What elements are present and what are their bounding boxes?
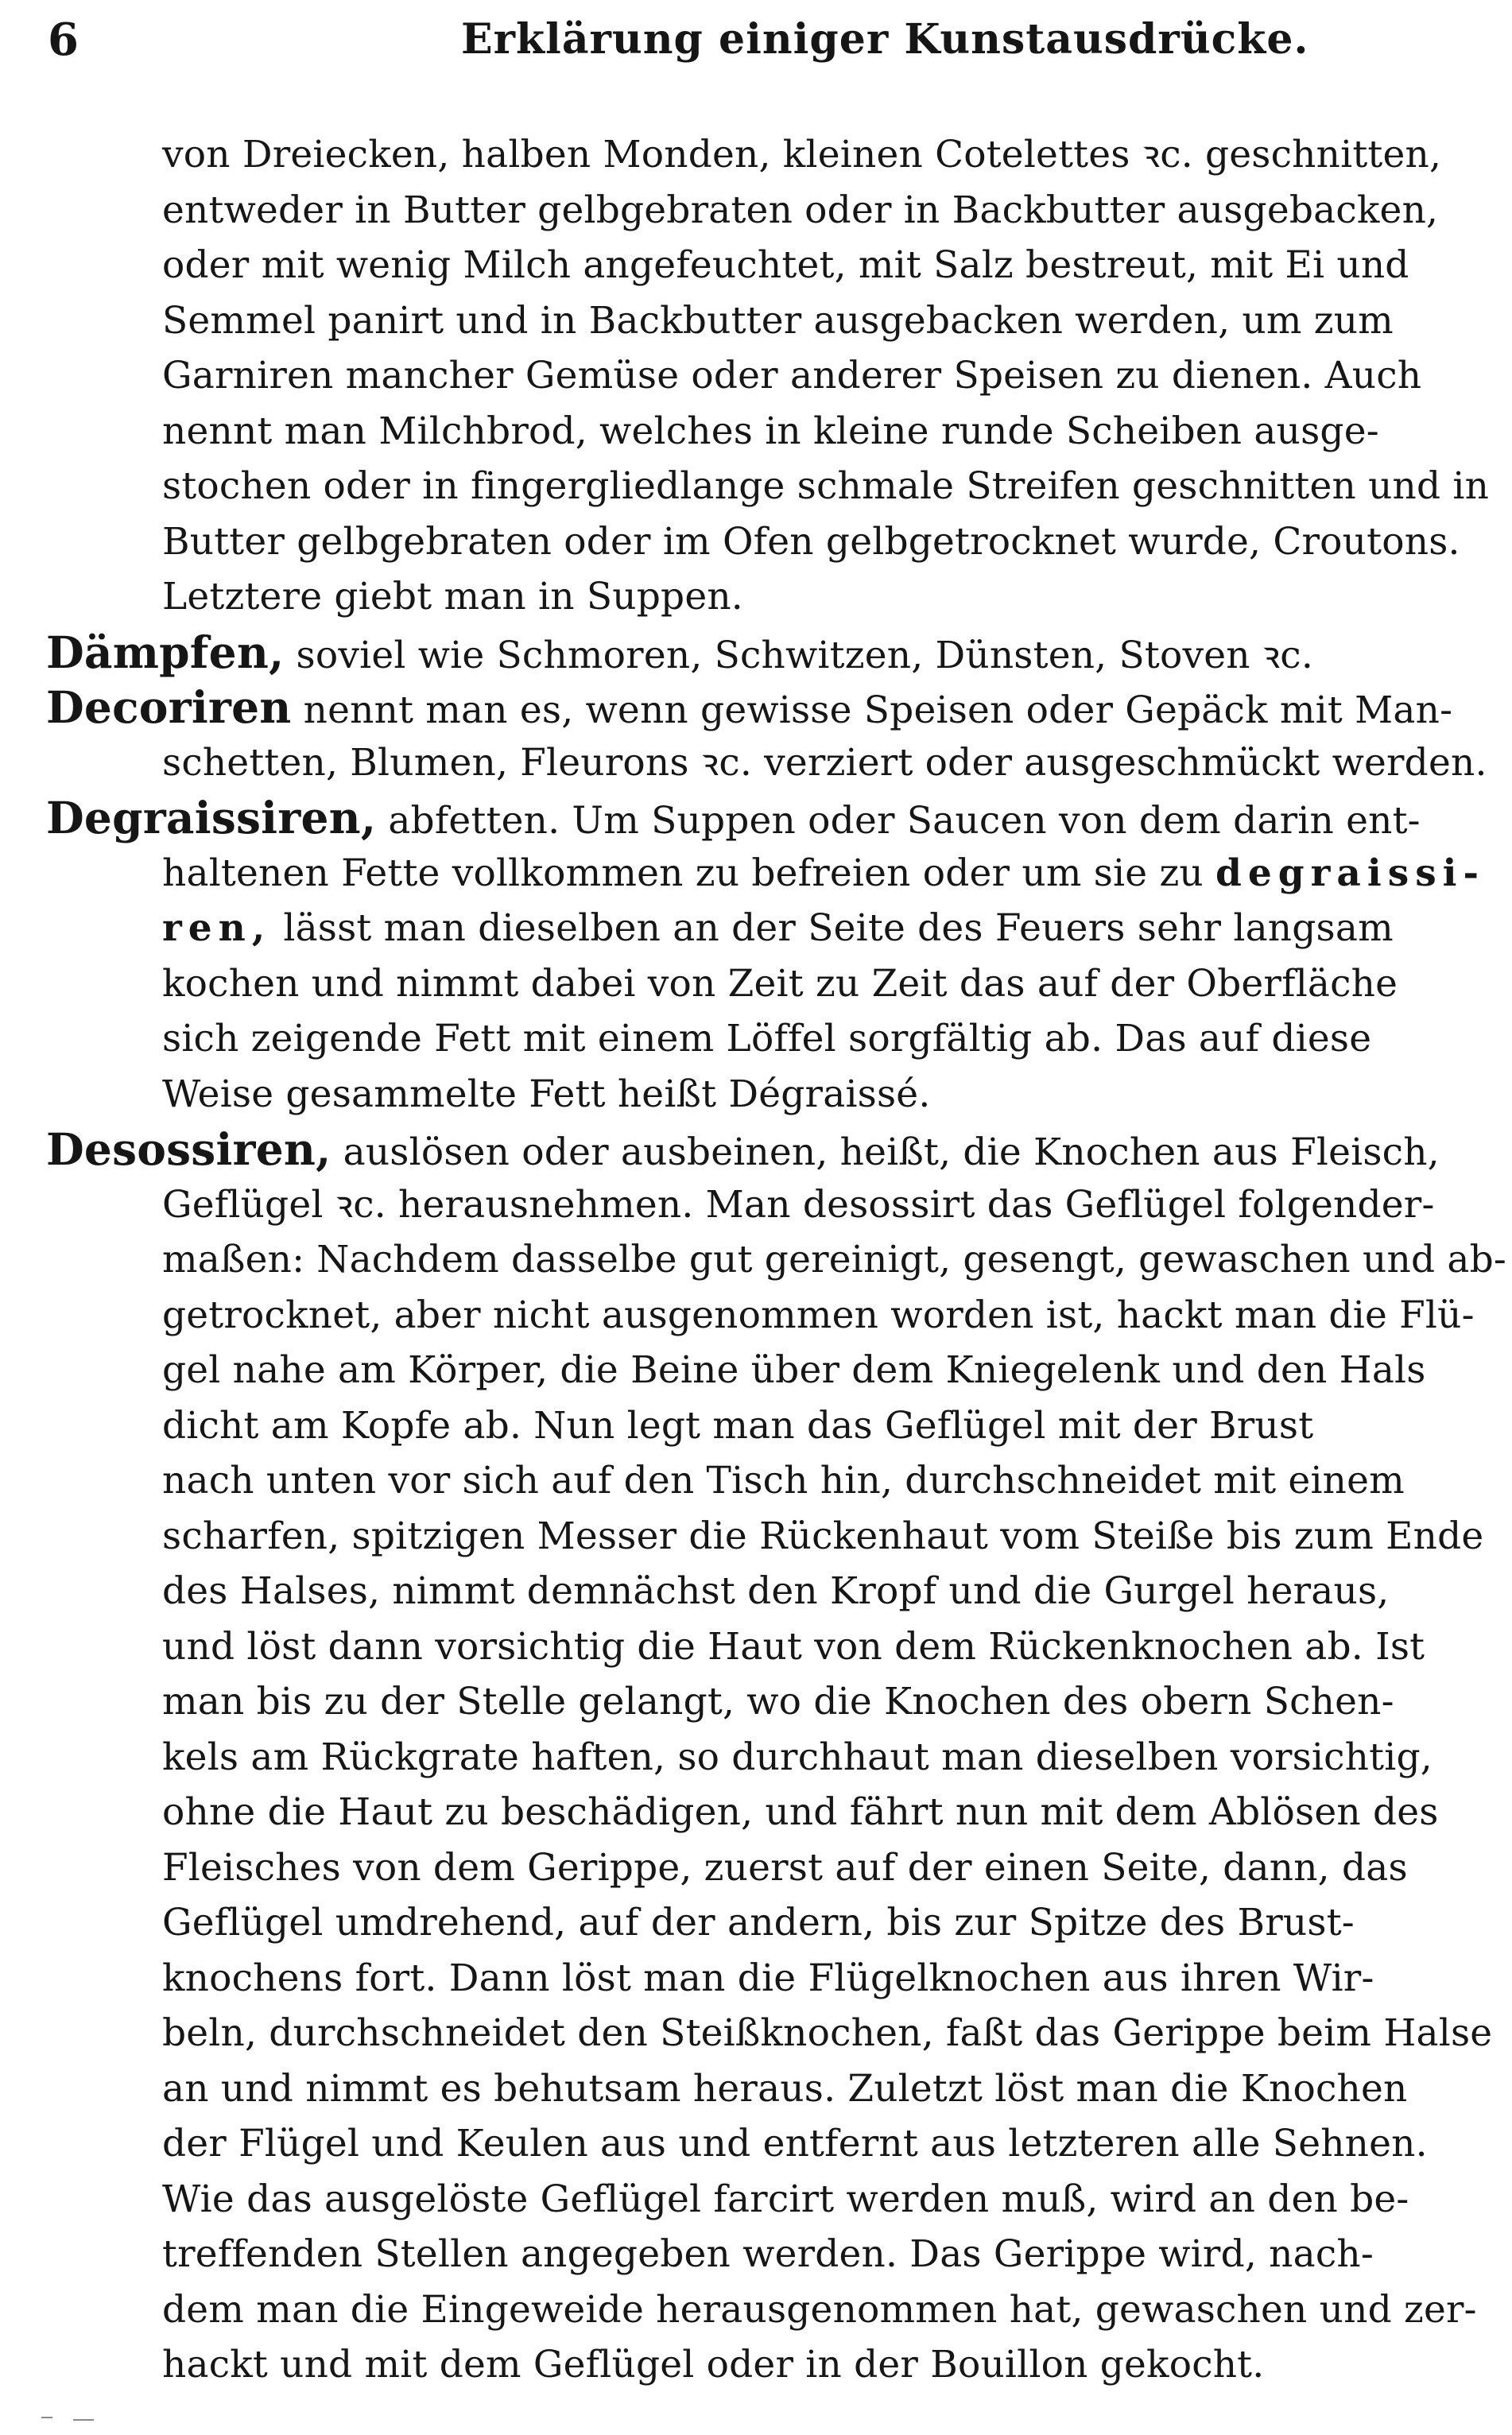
text-line: der Flügel und Keulen aus und entfernt aus letzteren alle Sehnen.	[162, 2122, 1428, 2166]
text-line	[46, 846, 1486, 901]
text-line: schetten, Blumen, Fleurons ꝛc. verziert oder ausgeschmückt werden.	[162, 740, 1487, 785]
text-line: entweder in Butter gelbgebraten oder in Backbutter ausgebacken,	[162, 188, 1439, 232]
text-line: Letztere giebt man in Suppen.	[162, 575, 743, 618]
text-line: stochen oder in fingergliedlange schmale Streifen geschnitten und in	[162, 464, 1490, 508]
headword-degraissiren: Degraissiren,	[46, 792, 377, 843]
emphasis-ren: ren,	[162, 906, 272, 950]
line-text: lässt man dieselben an der Seite des Feuers sehr langsam	[283, 906, 1394, 950]
headword-decoriren: Decoriren	[46, 681, 292, 733]
entry-decoriren	[46, 680, 1469, 735]
text-line: maßen: Nachdem dasselbe gut gereinigt, gesengt, gewaschen und ab-	[162, 1238, 1506, 1281]
entry-daempfen	[46, 625, 1469, 680]
text-line: scharfen, spitzigen Messer die Rückenhaut vom Steiße bis zum Ende	[162, 1514, 1484, 1558]
headword-desossiren: Desossiren,	[46, 1123, 331, 1175]
text-line: man bis zu der Stelle gelangt, wo die Knochen des obern Schen-	[162, 1680, 1394, 1723]
text-line: Geflügel umdrehend, auf der andern, bis zur Spitze des Brust-	[162, 1901, 1355, 1945]
entry-text: auslösen oder ausbeinen, heißt, die Knochen aus Fleisch,	[343, 1130, 1440, 1174]
text-line: treffenden Stellen angegeben werden. Das Gerippe wird, nach-	[162, 2232, 1374, 2276]
text-line: nach unten vor sich auf den Tisch hin, durchschneidet mit einem	[162, 1459, 1405, 1502]
page-number: 6	[48, 14, 79, 66]
text-line: hackt und mit dem Geflügel oder in der Bouillon gekocht.	[162, 2343, 1265, 2387]
text-line	[46, 901, 1469, 956]
text-line: Semmel panirt und in Backbutter ausgebacken werden, um zum	[162, 298, 1394, 343]
entry-desossiren	[46, 1122, 1469, 1177]
text-line: an und nimmt es behutsam heraus. Zuletzt löst man die Knochen	[162, 2066, 1408, 2111]
page-header	[48, 11, 1495, 68]
text-line: Geflügel ꝛc. herausnehmen. Man desossirt das Geflügel folgender-	[162, 1182, 1435, 1227]
text-line: dicht am Kopfe ab. Nun legt man das Geflügel mit der Brust	[162, 1403, 1314, 1448]
text-line: und löst dann vorsichtig die Haut von dem Rückenknochen ab. Ist	[162, 1624, 1425, 1669]
text-line: oder mit wenig Milch angefeuchtet, mit Salz bestreut, mit Ei und	[162, 243, 1409, 287]
text-line: Fleisches von dem Gerippe, zuerst auf der einen Seite, dann, das	[162, 1845, 1408, 1890]
entry-text: abfetten. Um Suppen oder Saucen von dem darin ent-	[388, 799, 1421, 843]
text-line: Weise gesammelte Fett heißt Dégraissé.	[162, 1072, 931, 1116]
text-line: getrocknet, aber nicht ausgenommen worden ist, hackt man die Flü-	[162, 1293, 1475, 1337]
headword-daempfen: Dämpfen,	[46, 626, 285, 678]
body-text	[46, 127, 1506, 2393]
text-line: des Halses, nimmt demnächst den Kropf und die Gurgel heraus,	[162, 1569, 1390, 1613]
text-line: sich zeigende Fett mit einem Löffel sorgfältig ab. Das auf diese	[162, 1017, 1372, 1060]
text-line: von Dreiecken, halben Monden, kleinen Cotelettes ꝛc. geschnitten,	[162, 133, 1442, 176]
text-line: knochens fort. Dann löst man die Flügelknochen aus ihren Wir-	[162, 1956, 1374, 2000]
running-title: Erklärung einiger Kunstausdrücke.	[461, 15, 1309, 64]
text-line: kels am Rückgrate haften, so durchhaut man dieselben vorsichtig,	[162, 1735, 1433, 1779]
emphasis-degraissiren: degraissi-	[1215, 851, 1486, 895]
scan-mark	[73, 2419, 94, 2421]
entry-degraissiren	[46, 790, 1469, 846]
text-line: gel nahe am Körper, die Beine über dem Kniegelenk und den Hals	[162, 1348, 1426, 1392]
line-text: haltenen Fette vollkommen zu befreien oder um sie zu	[162, 851, 1204, 895]
text-line: beln, durchschneidet den Steißknochen, faßt das Gerippe beim Halse	[162, 2011, 1493, 2055]
text-line: kochen und nimmt dabei von Zeit zu Zeit das auf der Oberfläche	[162, 961, 1398, 1006]
text-line: Wie das ausgelöste Geflügel farcirt werden muß, wird an den be-	[162, 2177, 1409, 2221]
text-line: nennt man Milchbrod, welches in kleine runde Scheiben ausge-	[162, 409, 1379, 453]
text-line: dem man die Eingeweide herausgenommen hat, gewaschen und zer-	[162, 2287, 1477, 2332]
text-line: ohne die Haut zu beschädigen, und fährt nun mit dem Ablösen des	[162, 1790, 1439, 1834]
text-line: Butter gelbgebraten oder im Ofen gelbgetrocknet wurde, Croutons.	[162, 519, 1460, 564]
text-line: Garniren mancher Gemüse oder anderer Speisen zu dienen. Auch	[162, 354, 1422, 397]
scan-mark	[41, 2417, 52, 2418]
entry-text: soviel wie Schmoren, Schwitzen, Dünsten, Stoven ꝛc.	[296, 633, 1313, 677]
entry-text: nennt man es, wenn gewisse Speisen oder Gepäck mit Man-	[303, 688, 1453, 732]
